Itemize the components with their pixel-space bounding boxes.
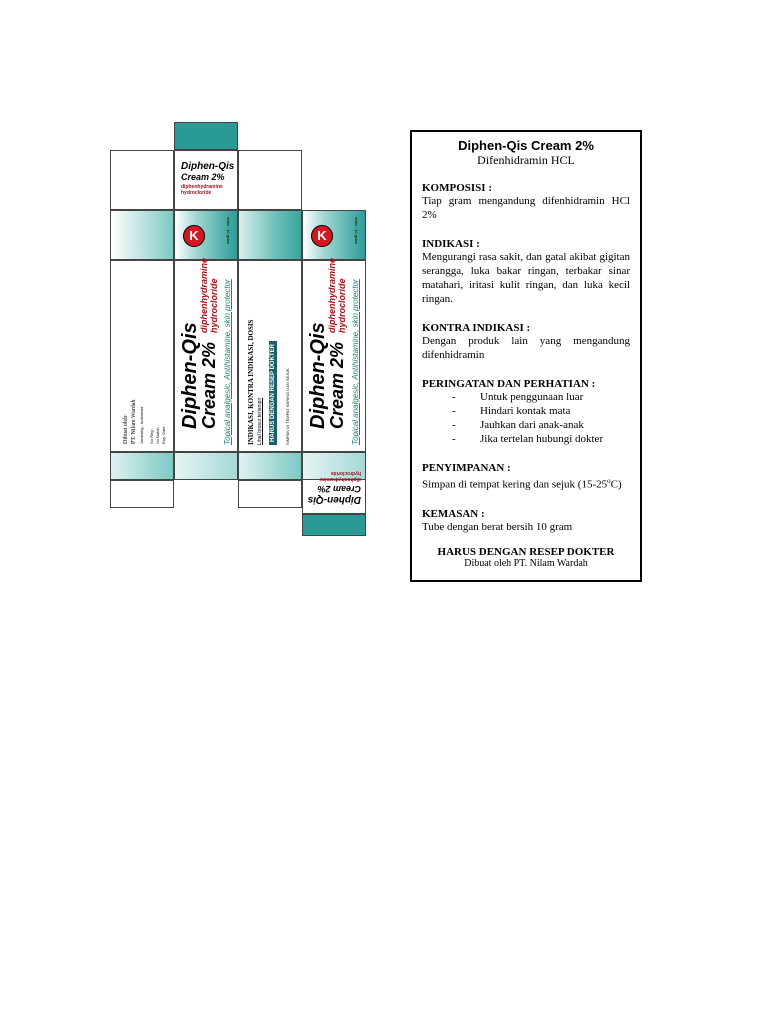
box-net: [0, 0, 400, 570]
flap-generic-2: hydrocloride: [181, 190, 212, 196]
back-panel: [302, 257, 366, 452]
storage-post: C): [610, 478, 622, 491]
front-panel-header: [174, 210, 238, 260]
k-logo-icon: K: [183, 225, 205, 247]
top-dust-flap: [174, 150, 238, 210]
flap-brand: Diphen-Qis: [181, 161, 235, 172]
exp-date: Exp. Date :: [161, 424, 166, 444]
kemasan-heading: KEMASAN :: [422, 507, 485, 520]
peringatan-heading: PERINGATAN DAN PERHATIAN :: [422, 378, 596, 390]
package-leaflet: [410, 130, 642, 582]
bottom-band-3: [238, 452, 302, 480]
back-generic-1: diphenhydramine: [327, 257, 337, 333]
flap-generic-1: diphenhydramine: [181, 184, 223, 190]
left-bottom-strip: [110, 480, 174, 508]
back-product: Cream 2%: [327, 341, 347, 429]
maker-location: Jombang - Indonesia: [139, 406, 144, 444]
left-side-panel: [110, 260, 174, 452]
indikasi-heading: INDIKASI :: [422, 238, 480, 250]
front-generic-2: hydrocloride: [209, 278, 219, 333]
flap-product: Cream 2%: [181, 172, 225, 182]
side-panel-header: [238, 210, 302, 260]
bottom-tuck-flap: [302, 514, 366, 536]
front-generic-1: diphenhydramine: [199, 257, 209, 333]
manufacturer-line: Dibuat oleh PT. Nilam Wardah: [464, 557, 588, 569]
back-brand: Diphen-Qis: [307, 322, 329, 429]
k-logo-icon-2: K: [311, 225, 333, 247]
front-tagline: Topical analgesic, Antihistamine, skin protector: [223, 279, 232, 445]
simpan-label: SIMPAN DI TEMPAT KERING DAN SEJUK: [285, 368, 290, 445]
leaflet-subtitle: Difenhidramin HCL: [477, 153, 575, 167]
maker-dibuat: Dibuat oleh:: [123, 414, 129, 444]
warning-item: - Jika tertelan hubungi dokter: [452, 432, 630, 446]
kontra-indikasi-body: Dengan produk lain yang mengandung difenhidramin: [422, 335, 630, 361]
penyimpanan-heading: PENYIMPANAN :: [422, 462, 511, 474]
warning-item: - Untuk penggunaan luar: [452, 390, 630, 404]
komposisi-heading: KOMPOSISI :: [422, 182, 492, 194]
back-panel-header: [302, 210, 366, 260]
no-reg: No Reg :: [149, 428, 154, 444]
no-batch: No Batch :: [155, 425, 160, 444]
left-top-strip: [110, 150, 174, 210]
netto-label-2: netto : 10 gram: [354, 217, 359, 244]
warning-list: [422, 390, 630, 446]
indikasi-body: Mengurangi rasa sakit, dan gatal akibat gigitan serangga, luka bakar ringan, terbakar sinar matahari, iritasi kulit ringan, dan luka kecil ringan.: [422, 251, 630, 305]
bottom-flap-brand: Diphen-Qis: [307, 494, 361, 505]
leaflet-title: Diphen-Qis Cream 2%: [458, 138, 594, 153]
mid-top-strip: [238, 150, 302, 210]
front-panel: [174, 257, 238, 452]
resep-notice: HARUS DENGAN RESEP DOKTER: [437, 545, 615, 558]
storage-pre: Simpan di tempat kering dan sejuk (15-25: [422, 478, 608, 491]
front-product: Cream 2%: [199, 341, 219, 429]
bottom-flap-product: Cream 2%: [317, 484, 361, 494]
komposisi-body: Tiap gram mengandung difenhidramin HCl 2%: [422, 195, 630, 221]
maker-name: PT. Nilam Wardah: [131, 399, 137, 444]
top-tuck-flap: [174, 122, 238, 150]
resep-badge: HARUS DENGAN RESEP DOKTER: [269, 341, 277, 445]
lihat-brosur: Lihat brosur terlampir: [257, 397, 263, 445]
warning-item: - Jauhkan dari anak-anak: [452, 418, 630, 432]
front-brand: Diphen-Qis: [179, 322, 201, 429]
bottom-dust-flap: [302, 452, 366, 514]
side-info-panel: [238, 260, 302, 452]
bottom-band-1: [110, 452, 174, 480]
warning-item: - Hindari kontak mata: [452, 404, 630, 418]
kemasan-body: Tube dengan berat bersih 10 gram: [422, 520, 573, 533]
mid-bottom-strip: [238, 480, 302, 508]
penyimpanan-body: [422, 474, 630, 492]
bottom-flap-generic-1: diphenhydramine: [319, 476, 361, 482]
indikasi-label: INDIKASI, KONTRA INDIKASI, DOSIS: [247, 319, 255, 445]
bottom-band-2: [174, 452, 238, 480]
panel-band-1: [110, 210, 174, 260]
kontra-indikasi-heading: KONTRA INDIKASI :: [422, 322, 531, 334]
netto-label: netto : 10 gram: [226, 217, 231, 244]
back-generic-2: hydrocloride: [337, 278, 347, 333]
bottom-flap-generic-2: hydrocloride: [330, 470, 361, 476]
back-tagline: Topical analgesic, Antihistamine, skin protector: [351, 279, 360, 445]
storage-degree: o: [607, 477, 611, 485]
